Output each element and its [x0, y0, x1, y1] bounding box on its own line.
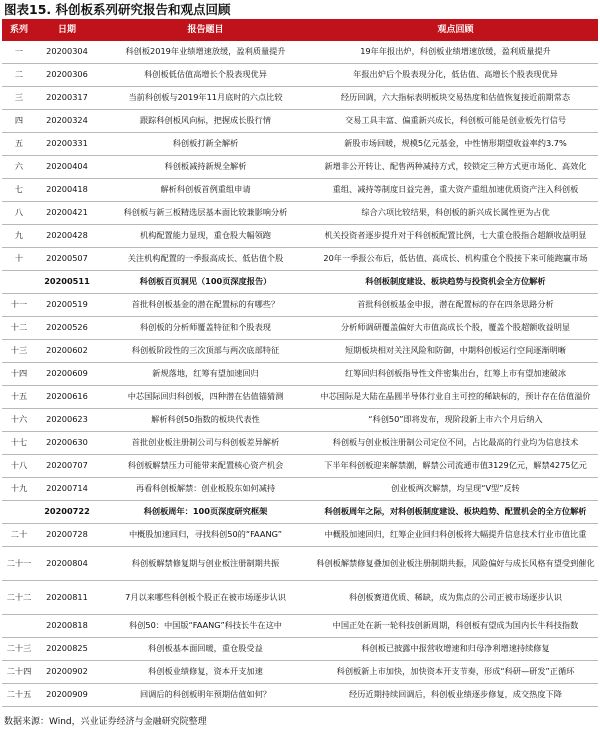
cell-view: 科创板新上市加快，加快资本开支节奏，形成“科研—研发”正循环 — [313, 661, 598, 684]
cell-date: 20200428 — [36, 225, 98, 248]
table-row — [2, 202, 598, 225]
cell-date: 20200909 — [36, 684, 98, 707]
cell-topic: 首批创业板注册制公司与科创板差异解析 — [98, 432, 313, 455]
cell-topic: 科创板的分析师覆盖特征和个股表现 — [98, 317, 313, 340]
cell-date: 20200630 — [36, 432, 98, 455]
table-row — [2, 317, 598, 340]
cell-date: 20200818 — [36, 615, 98, 638]
cell-view: “科创50”即将发布，现阶段新上市六个月后纳入 — [313, 409, 598, 432]
figure-title: 图表15. 科创板系列研究报告和观点回顾 — [4, 2, 231, 17]
cell-view: 交易工具丰富、偏重新兴成长，科创板可能是创业板先行信号 — [313, 110, 598, 133]
cell-topic: 科创板百页洞见（100页深度报告） — [98, 271, 313, 294]
cell-date: 20200811 — [36, 581, 98, 615]
cell-view: 中国正处在新一轮科技创新周期，科创板有望成为国内长牛科技指数 — [313, 615, 598, 638]
table-row — [2, 179, 598, 202]
table-row — [2, 478, 598, 501]
table-row — [2, 110, 598, 133]
cell-series: 十三 — [2, 340, 36, 363]
table-row — [2, 248, 598, 271]
cell-topic: 解析科创板首例重组申请 — [98, 179, 313, 202]
cell-topic: 科创板打新全解析 — [98, 133, 313, 156]
cell-series: 一 — [2, 41, 36, 64]
cell-date: 20200507 — [36, 248, 98, 271]
cell-view: 中芯国际是大陆在晶圆半导体行业自主可控的稀缺标的，预计存在估值溢价 — [313, 386, 598, 409]
col-header-topic: 报告题目 — [98, 21, 313, 41]
cell-series: 四 — [2, 110, 36, 133]
cell-view: 新增非公开转让、配售两种减持方式，较锁定三种方式更市场化、高效化 — [313, 156, 598, 179]
cell-view: 红筹回归科创板指导性文件密集出台，红筹上市有望加速破冰 — [313, 363, 598, 386]
cell-series: 十五 — [2, 386, 36, 409]
table-row — [2, 386, 598, 409]
table-row — [2, 156, 598, 179]
col-header-date: 日期 — [36, 21, 98, 41]
cell-topic: 科创板减持新规全解析 — [98, 156, 313, 179]
cell-topic: 中概股加速回归，寻找科创50的“FAANG” — [98, 524, 313, 547]
table-row — [2, 64, 598, 87]
cell-topic: 中芯国际回归科创板，四种潜在估值锚猜测 — [98, 386, 313, 409]
cell-series: 十九 — [2, 478, 36, 501]
cell-view: 经历近期持续回调后，科创板业绩逐步修复，成交热度下降 — [313, 684, 598, 707]
table-row — [2, 225, 598, 248]
table-row — [2, 524, 598, 547]
cell-date: 20200623 — [36, 409, 98, 432]
cell-topic: 新规落地，红筹有望加速回归 — [98, 363, 313, 386]
cell-date: 20200519 — [36, 294, 98, 317]
cell-series: 六 — [2, 156, 36, 179]
cell-view: 科创板周年之际，对科创板制度建设、板块趋势、配置机会的全方位解析 — [313, 501, 598, 524]
cell-view: 科创板解禁修复叠加创业板注册制期共振，风险偏好与成长风格有望受到催化 — [313, 547, 598, 581]
table-row — [2, 638, 598, 661]
cell-series: 二十四 — [2, 661, 36, 684]
cell-date: 20200609 — [36, 363, 98, 386]
cell-series: 三 — [2, 87, 36, 110]
cell-topic: 当前科创板与2019年11月底时的六点比较 — [98, 87, 313, 110]
cell-date: 20200511 — [36, 271, 98, 294]
cell-view: 科创板与创业板注册制公司定位不同，占比最高的行业均为信息技术 — [313, 432, 598, 455]
cell-series: 十六 — [2, 409, 36, 432]
cell-topic: 科创板基本面回暖，重仓股受益 — [98, 638, 313, 661]
cell-view: 机关投资者逐步提升对于科创板配置比例，七大重仓股指合超额收益明显 — [313, 225, 598, 248]
cell-topic: 科创板周年：100页深度研究框架 — [98, 501, 313, 524]
cell-topic: 科创板业绩修复，资本开支加速 — [98, 661, 313, 684]
source-note: 数据来源：Wind，兴业证券经济与金融研究院整理 — [4, 717, 207, 727]
cell-date: 20200804 — [36, 547, 98, 581]
cell-topic: 7月以来哪些科创板个股正在被市场逐步认识 — [98, 581, 313, 615]
cell-view: 科创板赛道优质、稀缺，成为焦点的公司正被市场逐步认识 — [313, 581, 598, 615]
cell-view: 经历回调，六大指标表明板块交易热度和估值恢复接近前期常态 — [313, 87, 598, 110]
cell-view: 20年一季报公布后，低估值、高成长、机构重仓个股接下来可能跑赢市场 — [313, 248, 598, 271]
cell-date: 20200418 — [36, 179, 98, 202]
cell-topic: 科创板与新三板精选层基本面比较兼影响分析 — [98, 202, 313, 225]
cell-view: 短期板块相对关注风险和防御，中期科创板运行空间逐渐明晰 — [313, 340, 598, 363]
table-row — [2, 41, 598, 64]
cell-series: 九 — [2, 225, 36, 248]
cell-series: 十七 — [2, 432, 36, 455]
cell-view: 重组、减持等制度日益完善，重大资产重组加速优质资产注入科创板 — [313, 179, 598, 202]
table-body — [2, 41, 598, 707]
cell-view: 分析师调研覆盖偏好大市值高成长个股，覆盖个股超额收益明显 — [313, 317, 598, 340]
cell-topic: 跟踪科创板风向标，把握成长股行情 — [98, 110, 313, 133]
cell-series: 八 — [2, 202, 36, 225]
table-row — [2, 363, 598, 386]
cell-date: 20200707 — [36, 455, 98, 478]
cell-series: 十一 — [2, 294, 36, 317]
cell-date: 20200825 — [36, 638, 98, 661]
table-row — [2, 684, 598, 707]
cell-date: 20200317 — [36, 87, 98, 110]
cell-series: 十四 — [2, 363, 36, 386]
cell-topic: 解析科创50指数的板块代表性 — [98, 409, 313, 432]
cell-date: 20200306 — [36, 64, 98, 87]
cell-series: 十二 — [2, 317, 36, 340]
cell-topic: 再看科创板解禁：创业板股东如何减持 — [98, 478, 313, 501]
cell-view: 科创板已披露中报营收增速和归母净利增速持续修复 — [313, 638, 598, 661]
cell-view: 新股市场回暖，规模5亿元基金，中性情形期望收益率约3.7% — [313, 133, 598, 156]
cell-series — [2, 271, 36, 294]
cell-view: 科创板制度建设、板块趋势与投资机会全方位解析 — [313, 271, 598, 294]
cell-date: 20200304 — [36, 41, 98, 64]
cell-date: 20200722 — [36, 501, 98, 524]
col-header-view: 观点回顾 — [313, 21, 598, 41]
cell-topic: 关注机构配置的一季报高成长、低估值个股 — [98, 248, 313, 271]
cell-view: 19年年报出炉，科创板业绩增速放缓，盈利质量提升 — [313, 41, 598, 64]
cell-series: 七 — [2, 179, 36, 202]
cell-date: 20200714 — [36, 478, 98, 501]
table-row — [2, 133, 598, 156]
cell-series: 二十五 — [2, 684, 36, 707]
cell-date: 20200324 — [36, 110, 98, 133]
cell-date: 20200616 — [36, 386, 98, 409]
cell-series: 五 — [2, 133, 36, 156]
cell-view: 中概股加速回归，红筹企业回归科创板将大幅提升信息技术行业市值比重 — [313, 524, 598, 547]
cell-topic: 科创板解禁压力可能带来配置核心资产机会 — [98, 455, 313, 478]
table-row — [2, 340, 598, 363]
cell-series: 十 — [2, 248, 36, 271]
cell-series: 二十三 — [2, 638, 36, 661]
cell-view: 综合六项比较结果，科创板的新兴成长属性更为占优 — [313, 202, 598, 225]
cell-view: 下半年科创板迎来解禁潮，解禁公司流通市值3129亿元，解禁4275亿元 — [313, 455, 598, 478]
table-row — [2, 271, 598, 294]
cell-topic: 首批科创板基金的潜在配置标的有哪些？ — [98, 294, 313, 317]
cell-series: 十八 — [2, 455, 36, 478]
table-row — [2, 294, 598, 317]
table-row — [2, 615, 598, 638]
cell-date: 20200902 — [36, 661, 98, 684]
report-table — [2, 21, 598, 707]
table-header — [2, 21, 598, 41]
table-row — [2, 432, 598, 455]
cell-series: 二十一 — [2, 547, 36, 581]
table-row — [2, 661, 598, 684]
cell-series: 二 — [2, 64, 36, 87]
cell-date: 20200526 — [36, 317, 98, 340]
cell-view: 首批科创板基金申报，潜在配置标的存在四条思路分析 — [313, 294, 598, 317]
cell-date: 20200331 — [36, 133, 98, 156]
cell-topic: 科创板低估值高增长个股表现优异 — [98, 64, 313, 87]
col-header-series: 系列 — [2, 21, 36, 41]
cell-date: 20200728 — [36, 524, 98, 547]
cell-topic: 科创板2019年业绩增速放缓，盈利质量提升 — [98, 41, 313, 64]
cell-topic: 科创板解禁修复期与创业板注册制期共振 — [98, 547, 313, 581]
cell-series: 二十二 — [2, 581, 36, 615]
table-row — [2, 501, 598, 524]
cell-view: 年报出炉后个股表现分化，低估值、高增长个股表现优异 — [313, 64, 598, 87]
cell-date: 20200602 — [36, 340, 98, 363]
cell-series — [2, 615, 36, 638]
cell-series — [2, 501, 36, 524]
table-row — [2, 87, 598, 110]
cell-topic: 机构配置能力显现，重仓股大幅领跑 — [98, 225, 313, 248]
cell-date: 20200404 — [36, 156, 98, 179]
table-row — [2, 547, 598, 581]
table-row — [2, 455, 598, 478]
cell-topic: 回调后的科创板明年预期估值如何？ — [98, 684, 313, 707]
cell-date: 20200421 — [36, 202, 98, 225]
table-row — [2, 409, 598, 432]
cell-topic: 科创板阶段性的三次顶部与两次底部特征 — [98, 340, 313, 363]
cell-view: 创业板两次解禁，均呈现“V型”反转 — [313, 478, 598, 501]
cell-topic: 科创50：中国版“FAANG”科技长牛在这中 — [98, 615, 313, 638]
table-row — [2, 581, 598, 615]
cell-series: 二十 — [2, 524, 36, 547]
